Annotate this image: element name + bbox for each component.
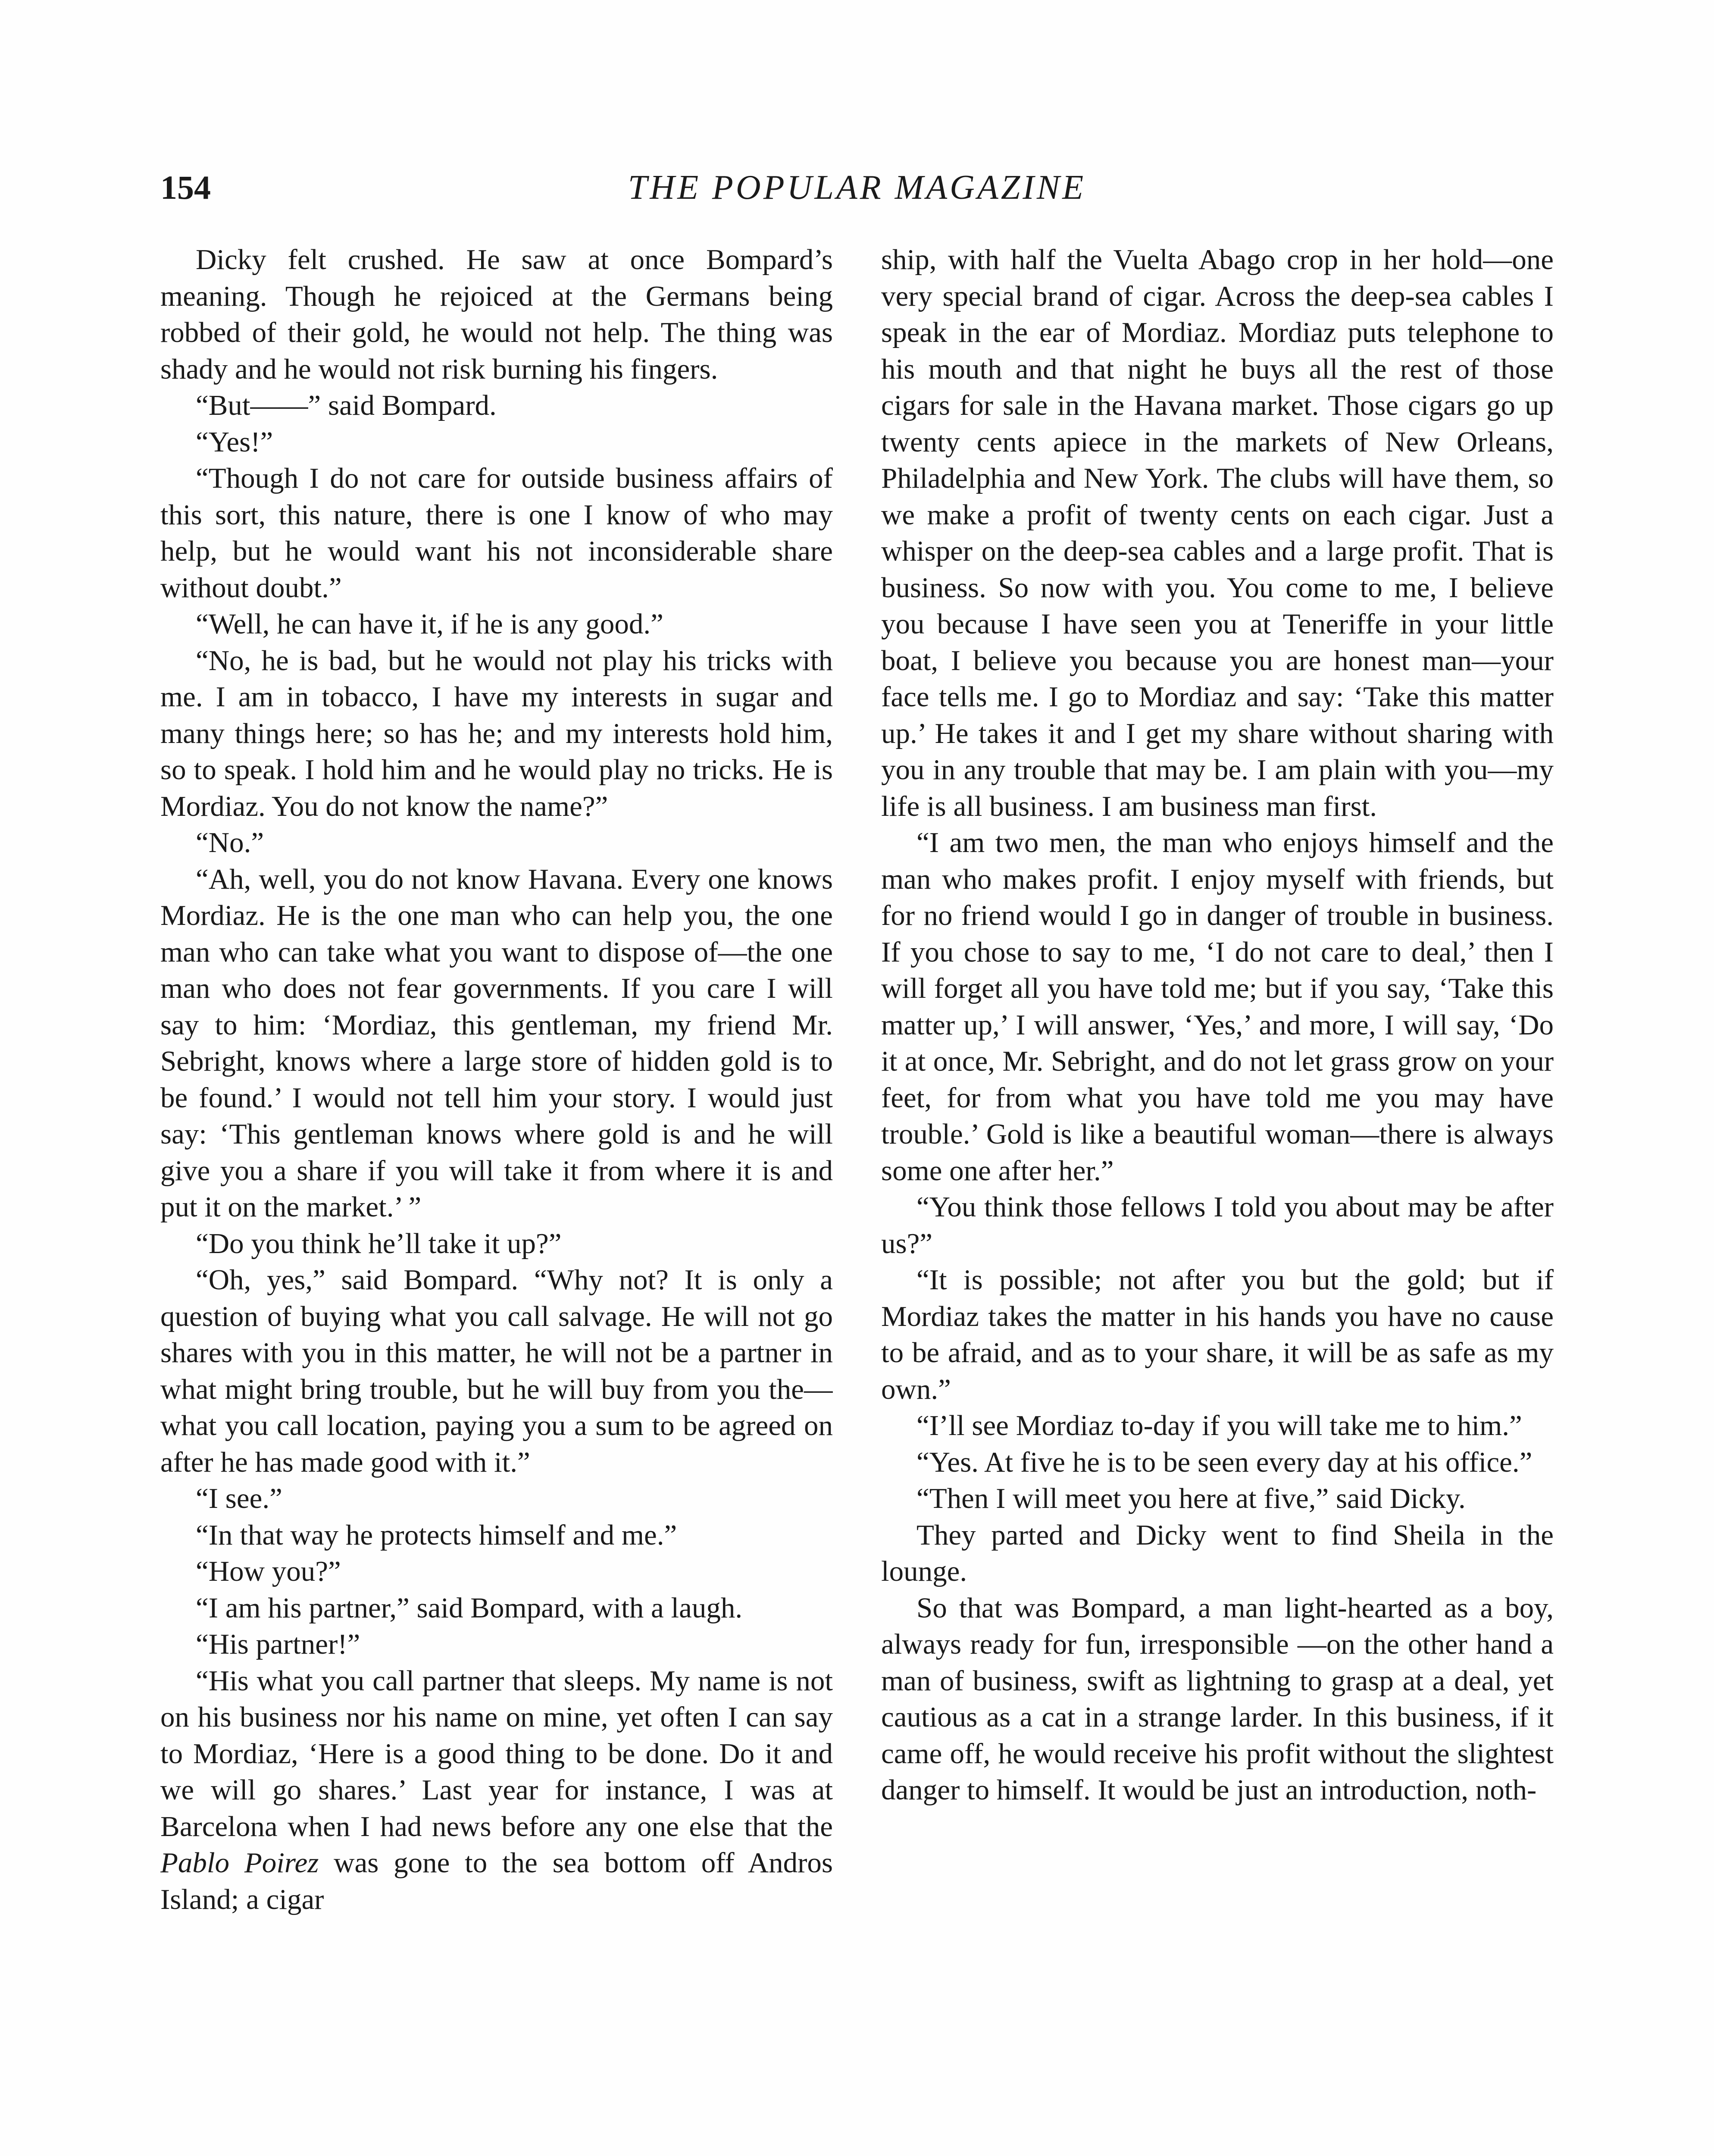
- paragraph: [160, 1262, 833, 1480]
- paragraph-text: “Oh, yes,” said Bompard. “Why not? It is only a question of buying what you call salvage. He will not go shares with you in this matter, he will not be a partner in what might bring trouble, but he will buy from you the—what you call location, paying you a sum to be agreed on after he has made good with it.”: [160, 1264, 833, 1478]
- text-columns: [160, 241, 1554, 2156]
- page-number: 154: [160, 169, 211, 206]
- paragraph: [160, 1626, 833, 1663]
- paragraph: [881, 1262, 1554, 1407]
- paragraph-text: They parted and Dicky went to find Sheila in the lounge.: [881, 1519, 1554, 1587]
- paragraph: [881, 1517, 1554, 1590]
- paragraph: [160, 424, 833, 461]
- paragraph-text: “But——” said Bompard.: [196, 389, 497, 421]
- paragraph-text: “I am two men, the man who enjoys himself and the man who makes profit. I enjoy myself with friends, but for no friend would I go in danger of trouble in business. If you chose to say to me, ‘I do not care to deal,’ then I will forget all you have told me; but if you say, ‘Take this matter up,’ I will answer, ‘Yes,’ and more, I will say, ‘Do it at once, Mr. Sebright, and do not let grass grow on your feet, for from what you have told me you may have trouble.’ Gold is like a beautiful woman—there is always some one after her.”: [881, 827, 1554, 1187]
- paragraph: [881, 1189, 1554, 1262]
- paragraph-text: “Yes. At five he is to be seen every day at his office.”: [916, 1446, 1533, 1478]
- paragraph: [160, 1590, 833, 1626]
- paragraph: [881, 1444, 1554, 1481]
- left-column: [160, 241, 833, 2156]
- right-column: [881, 241, 1554, 2156]
- paragraph: [160, 861, 833, 1225]
- ship-name: Pablo Poirez: [160, 1847, 319, 1879]
- paragraph: [881, 1407, 1554, 1444]
- paragraph-text: “Yes!”: [196, 426, 273, 458]
- paragraph-text: “I’ll see Mordiaz to-day if you will take me to him.”: [916, 1410, 1522, 1442]
- paragraph: [160, 387, 833, 424]
- running-head: THE POPULAR MAGAZINE: [628, 169, 1086, 207]
- paragraph-text: “I see.”: [196, 1482, 282, 1514]
- paragraph-text: “No.”: [196, 827, 264, 859]
- paragraph-text: “His what you call partner that sleeps. My name is not on his business nor his name on mine, yet often I can say to Mordiaz, ‘Here is a good thing to be done. Do it and we will go shares.’ Last year for instance, I was at Barcelona when I had news before any one else that the: [160, 1664, 833, 1843]
- paragraph: [160, 606, 833, 642]
- paragraph-text: So that was Bompard, a man light-hearted as a boy, always ready for fun, irresponsible —on the other hand a man of business, swift as lightning to grasp at a deal, yet cautious as a cat in a strange larder. In this business, if it came off, he would receive his profit without the slightest danger to himself. It would be just an introduction, noth-: [881, 1592, 1554, 1806]
- paragraph-text: “His partner!”: [196, 1628, 360, 1660]
- paragraph: [881, 241, 1554, 824]
- paragraph: [160, 241, 833, 387]
- paragraph-text: “Well, he can have it, if he is any good.”: [196, 608, 663, 640]
- paragraph: [160, 1480, 833, 1517]
- paragraph-text: Dicky felt crushed. He saw at once Bompard’s meaning. Though he rejoiced at the Germans being robbed of their gold, he would not help. The thing was shady and he would not risk burning his fingers.: [160, 244, 833, 385]
- paragraph: [160, 460, 833, 606]
- paragraph-text: “I am his partner,” said Bompard, with a laugh.: [196, 1592, 743, 1624]
- paragraph: [160, 1225, 833, 1262]
- paragraph: [160, 1517, 833, 1554]
- paragraph: [881, 1480, 1554, 1517]
- paragraph-text: “Ah, well, you do not know Havana. Every one knows Mordiaz. He is the one man who can help you, the one man who can take what you want to dispose of—the one man who does not fear governments. If you care I will say to him: ‘Mordiaz, this gentleman, my friend Mr. Sebright, knows where a large store of hidden gold is to be found.’ I would not tell him your story. I would just say: ‘This gentleman knows where gold is and he will give you a share if you will take it from where it is and put it on the market.’ ”: [160, 863, 833, 1223]
- paragraph-text: “How you?”: [196, 1555, 341, 1587]
- paragraph-text: was gone to the sea bottom off Andros Island; a cigar: [160, 1847, 833, 1915]
- paragraph-text: “Then I will meet you here at five,” said Dicky.: [916, 1482, 1466, 1514]
- paragraph-text: “Though I do not care for outside business affairs of this sort, this nature, there is one I know of who may help, but he would want his not inconsiderable share without doubt.”: [160, 462, 833, 604]
- paragraph-text: ship, with half the Vuelta Abago crop in her hold—one very special brand of cigar. Across the deep-sea cables I speak in the ear of Mordiaz. Mordiaz puts telephone to his mouth and that night he buys all the rest of those cigars for sale in the Havana market. Those cigars go up twenty cents apiece in the markets of New Orleans, Philadelphia and New York. The clubs will have them, so we make a profit of twenty cents on each cigar. Just a whisper on the deep-sea cables and a large profit. That is business. So now with you. You come to me, I believe you because I have seen you at Teneriffe in your little boat, I believe you because you are honest man—your face tells me. I go to Mordiaz and say: ‘Take this matter up.’ He takes it and I get my share without sharing with you in any trouble that may be. I am plain with you—my life is all business. I am business man first.: [881, 244, 1554, 822]
- paragraph-text: “In that way he protects himself and me.”: [196, 1519, 677, 1551]
- paragraph: [160, 1553, 833, 1590]
- paragraph: [881, 1590, 1554, 1808]
- page-header: [160, 164, 1554, 211]
- paragraph-text: “You think those fellows I told you about may be after us?”: [881, 1191, 1554, 1260]
- paragraph-text: “It is possible; not after you but the gold; but if Mordiaz takes the matter in his hands you have no cause to be afraid, and as to your share, it will be as safe as my own.”: [881, 1264, 1554, 1405]
- paragraph: [160, 824, 833, 861]
- paragraph: [160, 642, 833, 825]
- paragraph: [881, 824, 1554, 1189]
- paragraph-text: “Do you think he’ll take it up?”: [196, 1227, 562, 1260]
- paragraph-text: “No, he is bad, but he would not play his tricks with me. I am in tobacco, I have my interests in sugar and many things here; so has he; and my interests hold him, so to speak. I hold him and he would play no tricks. He is Mordiaz. You do not know the name?”: [160, 644, 833, 822]
- paragraph: [160, 1663, 833, 1918]
